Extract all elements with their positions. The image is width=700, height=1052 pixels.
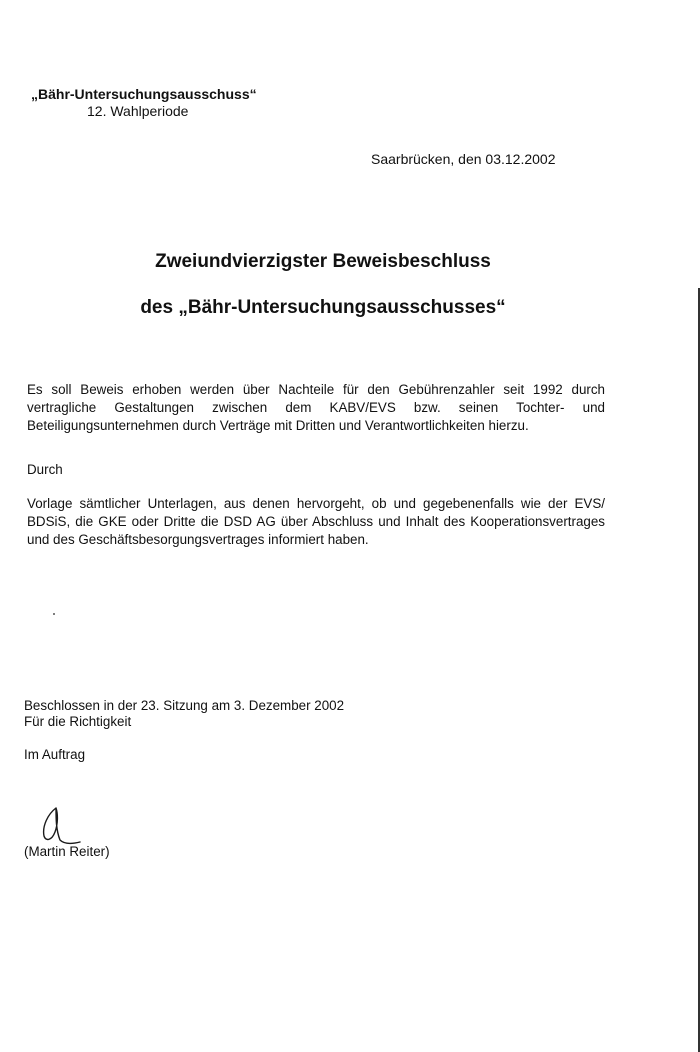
legislative-period: 12. Wahlperiode — [87, 103, 189, 119]
place-date: Saarbrücken, den 03.12.2002 — [371, 151, 556, 167]
scan-speck — [53, 613, 55, 615]
body-paragraph-evidence: Es soll Beweis erhoben werden über Nachteile für den Gebührenzahler seit 1992 durch vertragliche Gestaltungen zwischen dem KABV/EVS bzw. seinen Tochter- und Beteiligungsunternehmen durch Verträge mit Dritten und Verantwortlichkeiten hierzu. — [27, 382, 605, 433]
signer-name: (Martin Reiter) — [24, 844, 110, 859]
committee-name: „Bähr-Untersuchungsausschuss“ — [31, 86, 257, 102]
resolution-date-line: Beschlossen in der 23. Sitzung am 3. Dezember 2002 — [24, 698, 345, 713]
on-behalf-line: Im Auftrag — [24, 747, 86, 762]
correctness-line: Für die Richtigkeit — [24, 714, 132, 729]
document-title-line2: des „Bähr-Untersuchungsausschusses“ — [140, 297, 506, 318]
document-title-line1: Zweiundvierzigster Beweisbeschluss — [155, 251, 491, 272]
signature-icon — [34, 796, 84, 846]
body-paragraph-durch: Durch — [27, 462, 63, 477]
body-paragraph-submission: Vorlage sämtlicher Unterlagen, aus denen hervorgeht, ob und gegebenenfalls wie der EVS/ BDSiS, die GKE oder Dritte die DSD AG über Abschluss und Inhalt des Kooperationsvertrages und des Geschäftsbesorgungsvertrages informiert haben. — [27, 496, 605, 547]
